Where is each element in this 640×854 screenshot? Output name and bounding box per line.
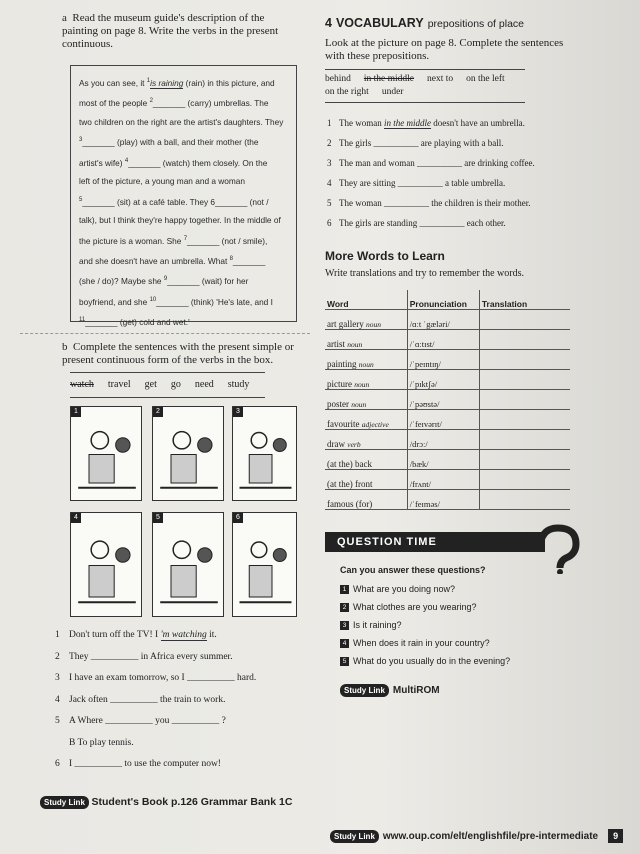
- answer-gap[interactable]: _______: [187, 235, 220, 246]
- vocabulary-instruction: Look at the picture on page 8. Complete the sentences with these prepositions.: [325, 37, 564, 62]
- exercise-instruction: Complete the sentences with the present simple or present continuous form of the verbs in the box.: [62, 341, 294, 366]
- answer-gap[interactable]: _______: [82, 196, 115, 207]
- illustration-3: [232, 406, 297, 501]
- part-of-speech: noun: [365, 320, 381, 329]
- verb-word: watch: [70, 379, 94, 390]
- answer-gap[interactable]: _______: [156, 296, 189, 307]
- vocab-sentence: [327, 138, 577, 158]
- question-item: [340, 656, 510, 666]
- table-row: [325, 310, 570, 330]
- word-cell: [325, 410, 407, 430]
- guide-text-line: [79, 131, 290, 151]
- table-row: [325, 330, 570, 350]
- translation-cell[interactable]: [479, 450, 570, 470]
- question-text: When does it rain in your country?: [353, 638, 490, 648]
- question-item: [340, 584, 455, 594]
- table-row: [325, 370, 570, 390]
- cartoon-drawing: [233, 407, 296, 500]
- question-number-badge: 4: [340, 639, 349, 648]
- picture-number: 4: [71, 513, 81, 523]
- table-row: [325, 450, 570, 470]
- column-header: Translation: [479, 290, 570, 310]
- sentence-number: 4: [55, 694, 60, 705]
- gap-number: 8: [229, 255, 233, 262]
- question-time-banner: [325, 532, 545, 552]
- word-cell: [325, 370, 407, 390]
- sentence-number: 3: [327, 158, 332, 168]
- word-cell: [325, 330, 407, 350]
- studylink-badge: Study Link: [340, 684, 389, 697]
- line-text: As you can see, it: [79, 77, 147, 88]
- answer-gap[interactable]: in the middle: [384, 118, 431, 128]
- guide-text-line: [79, 72, 290, 92]
- sentence-row: [55, 716, 305, 738]
- section-number: 4: [325, 16, 332, 30]
- preposition-word: in the middle: [363, 74, 414, 84]
- sentence-number: 4: [327, 178, 332, 188]
- translation-cell[interactable]: [479, 410, 570, 430]
- preposition-word-box: [325, 69, 525, 103]
- preposition-word: on the right: [325, 87, 369, 97]
- line-text: left of the picture, a young man and a woman: [79, 176, 246, 187]
- cartoon-drawing: [71, 513, 141, 616]
- illustration-2: [152, 406, 224, 501]
- part-of-speech: noun: [354, 380, 370, 389]
- pronunciation-cell: /ˈɑːtɪst/: [407, 330, 479, 350]
- cartoon-drawing: [233, 513, 296, 616]
- line-text: two children on the right are the artist's daughters. They: [79, 116, 284, 127]
- illustration-1: [70, 406, 142, 501]
- word: painting: [327, 359, 357, 369]
- sentence-text: The man and woman __________ are drinking coffee.: [339, 158, 535, 168]
- word: (at the) front: [327, 479, 373, 489]
- footer-studylink-badge: Study Link: [330, 830, 379, 843]
- sentence-row: [55, 673, 305, 695]
- guide-text-line: [79, 270, 290, 290]
- gap-number: 4: [124, 157, 129, 164]
- cartoon-drawing: [71, 407, 141, 500]
- gap-number: 9: [163, 276, 168, 283]
- gap-number: 1: [146, 78, 151, 84]
- table-row: [325, 470, 570, 490]
- vocabulary-sentences: [327, 118, 577, 238]
- line-text: (sit) at a café table. They 6_______ (not /: [114, 196, 269, 207]
- illustration-5: [152, 512, 224, 617]
- exercise-b-heading: [62, 341, 307, 367]
- sentence-text: Don't turn off the TV! I: [69, 630, 161, 640]
- table-header-row: [325, 290, 570, 310]
- question-item: [340, 620, 402, 630]
- word-cell: [325, 390, 407, 410]
- column-header: Pronunciation: [407, 290, 479, 310]
- pronunciation-cell: /ˈpeɪntɪŋ/: [407, 350, 479, 370]
- verb-word: study: [227, 379, 250, 390]
- word-cell: [325, 310, 407, 330]
- translation-cell[interactable]: [479, 370, 570, 390]
- verb-word: need: [194, 379, 214, 390]
- pronunciation-cell: /ˈfeɪməs/: [407, 490, 479, 510]
- exercise-letter: b: [62, 341, 68, 353]
- line-text: (watch) them closely. On the: [160, 157, 268, 168]
- guide-text-line: [79, 211, 290, 230]
- sentence-text: The woman __________ the children is their mother.: [339, 198, 531, 208]
- line-text: (she / do)? Maybe she: [79, 276, 164, 287]
- gap-number: 7: [183, 235, 188, 242]
- studylink-text: Student's Book p.126 Grammar Bank 1C: [91, 796, 293, 808]
- question-text: What are you doing now?: [353, 584, 456, 594]
- answer-gap[interactable]: _______: [152, 98, 186, 109]
- line-text: (wait) for her: [199, 276, 249, 287]
- guide-text-line: [79, 92, 290, 112]
- answer-gap[interactable]: _______: [85, 316, 118, 327]
- word: favourite: [327, 419, 360, 429]
- studylink-grammar: [40, 796, 292, 809]
- picture-number: 1: [71, 407, 81, 417]
- sentence-number: 6: [55, 759, 60, 769]
- gap-number: 11: [79, 317, 86, 324]
- question-time-title: QUESTION TIME: [337, 536, 437, 548]
- vocab-sentence: [327, 158, 577, 178]
- line-text: artist's wife): [79, 157, 125, 168]
- column-header: Word: [325, 290, 407, 310]
- line-text: the picture is a woman. She: [79, 235, 184, 246]
- word: artist: [327, 339, 345, 349]
- word-cell: [325, 490, 407, 510]
- sentence-text: The woman: [339, 118, 384, 128]
- word-cell: [325, 350, 407, 370]
- question-item: [340, 638, 490, 648]
- sentence-text: The girls are standing __________ each other.: [339, 218, 506, 228]
- guide-text-line: [79, 191, 290, 211]
- sentence-row: [55, 630, 305, 652]
- sentence-number: 3: [55, 673, 60, 683]
- preposition-word: on the left: [466, 74, 505, 84]
- picture-number: 2: [153, 407, 163, 417]
- translation-cell[interactable]: [479, 490, 570, 510]
- sentence-text: A Where __________ you __________ ?: [69, 716, 226, 726]
- pronunciation-cell: /ˈpəʊstə/: [407, 390, 479, 410]
- picture-number: 6: [233, 513, 243, 523]
- vocab-sentence: [327, 118, 577, 138]
- table-row: [325, 490, 570, 510]
- illustration-4: [70, 512, 142, 617]
- preposition-word: under: [381, 87, 404, 97]
- studylink-text: MultiROM: [392, 685, 440, 696]
- guide-text-line: [79, 152, 290, 172]
- word: famous (for): [327, 499, 373, 509]
- guide-text-line: [79, 172, 290, 191]
- answer-gap[interactable]: 'm watching: [160, 630, 207, 640]
- preposition-row: [325, 73, 525, 86]
- exercise-b-sentences: [55, 630, 305, 781]
- gap-number: 10: [149, 296, 157, 303]
- translation-cell[interactable]: [479, 350, 570, 370]
- line-text: talk), but I think they're happy together. In the middle of: [79, 214, 281, 225]
- preposition-word: next to: [427, 74, 454, 84]
- sentence-number: 1: [55, 630, 60, 640]
- sentence-row: [55, 738, 305, 760]
- sentence-text: They are sitting __________ a table umbrella.: [339, 178, 506, 188]
- picture-number: 3: [233, 407, 243, 417]
- sentence-number: 6: [327, 218, 332, 228]
- question-number-badge: 3: [340, 621, 349, 630]
- translation-cell[interactable]: [479, 330, 570, 350]
- exercise-letter: a: [62, 12, 67, 24]
- sentence-text: I __________ to use the computer now!: [69, 759, 221, 769]
- sentence-text: I have an exam tomorrow, so I __________ hard.: [69, 673, 257, 683]
- table-row: [325, 430, 570, 450]
- vocab-sentence: [327, 198, 577, 218]
- translation-cell[interactable]: [479, 390, 570, 410]
- line-text: (think) 'He's late, and I: [188, 296, 273, 307]
- vocabulary-heading: [325, 14, 524, 32]
- sentence-number: 2: [327, 138, 332, 148]
- page-fold-line: [20, 333, 310, 334]
- cartoon-drawing: [153, 513, 223, 616]
- question-text: What do you usually do in the evening?: [353, 656, 511, 666]
- sentence-text: The girls __________ are playing with a ball.: [339, 138, 504, 148]
- guide-text-line: [79, 113, 290, 132]
- cartoon-drawing: [153, 407, 223, 500]
- exercise-instruction: Read the museum guide's description of the painting on page 8. Write the verbs in the present continuous.: [62, 12, 279, 50]
- answer-gap[interactable]: _______: [82, 137, 115, 148]
- sentence-end: doesn't have an umbrella.: [431, 118, 525, 128]
- line-text: (play) with a ball, and their mother (the: [114, 137, 259, 148]
- footer-url[interactable]: www.oup.com/elt/englishfile/pre-intermediate: [382, 831, 599, 842]
- part-of-speech: verb: [347, 440, 361, 449]
- vocab-sentence: [327, 218, 577, 238]
- word: picture: [327, 379, 352, 389]
- sentence-row: [55, 695, 305, 717]
- guide-text-line: [79, 311, 290, 331]
- preposition-row: [325, 86, 525, 99]
- more-words-instruction: Write translations and try to remember the words.: [325, 268, 524, 279]
- more-words-title: More Words to Learn: [325, 249, 445, 263]
- table-row: [325, 410, 570, 430]
- question-text: What clothes are you wearing?: [353, 602, 477, 612]
- verb-word-box: [70, 372, 265, 398]
- part-of-speech: noun: [358, 360, 374, 369]
- question-number-badge: 1: [340, 585, 349, 594]
- line-text: (get) cold and wet.': [117, 316, 190, 327]
- line-text: boyfriend, and she: [79, 296, 150, 307]
- section-subtitle: prepositions of place: [427, 18, 524, 30]
- word-cell: [325, 470, 407, 490]
- museum-guide-text-box: [70, 65, 297, 327]
- pronunciation-cell: /drɔː/: [407, 430, 479, 450]
- question-time-prompt: Can you answer these questions?: [340, 565, 486, 575]
- guide-text-line: [79, 230, 290, 250]
- answer-gap[interactable]: _______: [128, 157, 161, 168]
- word: (at the) back: [327, 459, 372, 469]
- gap-number: 5: [79, 196, 83, 203]
- vocab-sentence: [327, 178, 577, 198]
- question-mark-icon: [532, 522, 582, 574]
- pronunciation-cell: /ɑːt ˈgæləri/: [407, 310, 479, 330]
- verb-word: get: [144, 379, 157, 390]
- illustration-6: [232, 512, 297, 617]
- sentence-text: They __________ in Africa every summer.: [69, 651, 233, 662]
- part-of-speech: noun: [351, 400, 367, 409]
- pronunciation-cell: /ˈpɪktʃə/: [407, 370, 479, 390]
- verb-word: go: [170, 379, 181, 390]
- word: poster: [327, 399, 349, 409]
- part-of-speech: noun: [347, 340, 363, 349]
- sentence-end: it.: [206, 630, 217, 640]
- word: art gallery: [327, 319, 364, 329]
- pronunciation-cell: /ˈfeɪvərɪt/: [407, 410, 479, 430]
- sentence-text: B To play tennis.: [69, 737, 134, 748]
- answer-gap[interactable]: _______: [167, 276, 200, 287]
- preposition-word: behind: [325, 74, 351, 84]
- sentence-number: 5: [55, 716, 60, 726]
- sentence-text: Jack often __________ the train to work.: [69, 694, 226, 705]
- question-number-badge: 2: [340, 603, 349, 612]
- question-number-badge: 5: [340, 657, 349, 666]
- footer: [330, 826, 623, 844]
- table-row: [325, 390, 570, 410]
- question-text: Is it raining?: [353, 620, 402, 630]
- word: draw: [327, 439, 345, 449]
- gap-number: 2: [149, 98, 153, 105]
- translation-cell[interactable]: [479, 470, 570, 490]
- part-of-speech: adjective: [361, 420, 389, 429]
- guide-text-line: [79, 250, 290, 270]
- line-text: and she doesn't have an umbrella. What: [79, 255, 230, 266]
- translation-cell[interactable]: [479, 430, 570, 450]
- pronunciation-cell: /frʌnt/: [407, 470, 479, 490]
- sentence-row: [55, 652, 305, 674]
- guide-text-line: [79, 291, 290, 311]
- words-table: [325, 290, 570, 510]
- page-number: 9: [608, 829, 623, 843]
- table-row: [325, 350, 570, 370]
- word-cell: [325, 430, 407, 450]
- line-text: (rain) in this picture, and: [183, 77, 275, 88]
- line-text: (carry) umbrellas. The: [185, 98, 269, 109]
- picture-number: 5: [153, 513, 163, 523]
- answer-gap[interactable]: _______: [232, 255, 266, 266]
- studylink-multirom: [340, 680, 440, 698]
- answer-gap[interactable]: is raining: [150, 77, 184, 88]
- line-text: (not / smile),: [219, 235, 268, 246]
- gap-number: 3: [79, 137, 83, 144]
- translation-cell[interactable]: [479, 310, 570, 330]
- pronunciation-cell: /bæk/: [407, 450, 479, 470]
- word-cell: [325, 450, 407, 470]
- question-item: [340, 602, 477, 612]
- verb-word: travel: [107, 379, 131, 390]
- sentence-number: 5: [327, 198, 332, 208]
- section-title: VOCABULARY: [335, 16, 424, 30]
- sentence-row: [55, 759, 305, 781]
- exercise-a-heading: [62, 12, 302, 51]
- sentence-number: 2: [55, 651, 60, 662]
- sentence-number: 1: [327, 118, 332, 128]
- line-text: most of the people: [79, 98, 150, 109]
- studylink-badge: Study Link: [40, 796, 89, 809]
